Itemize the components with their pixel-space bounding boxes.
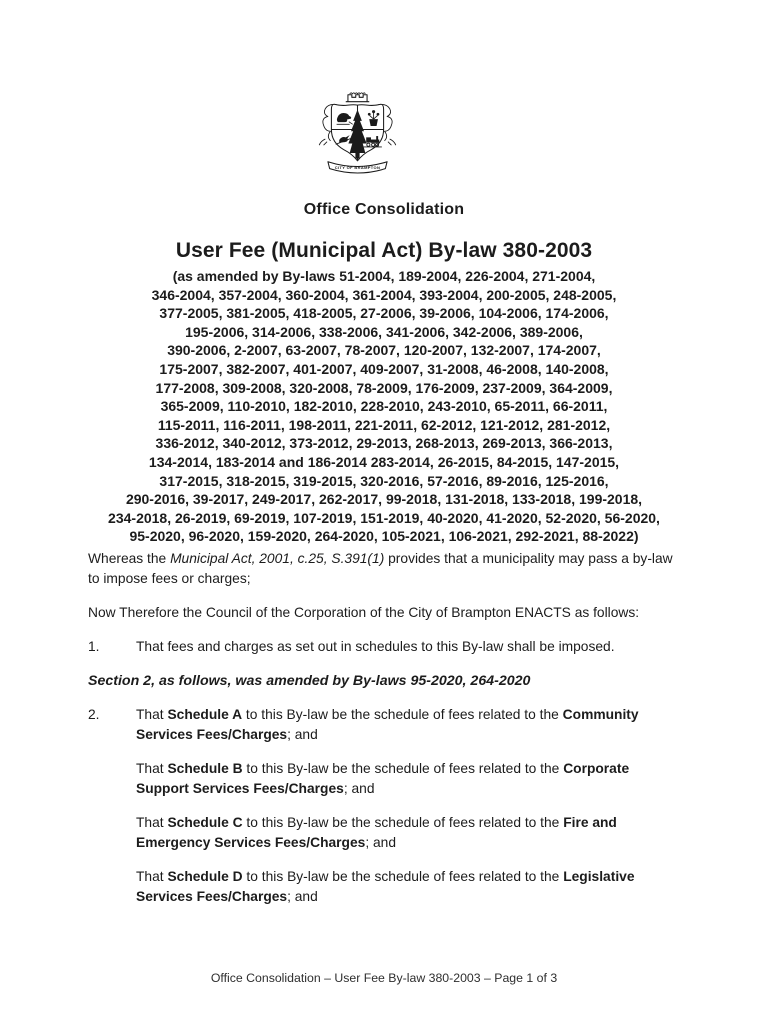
amendment-line: 390-2006, 2-2007, 63-2007, 78-2007, 120-2007, 132-2007, 174-2007,	[167, 342, 601, 359]
schedule-name: Schedule D	[167, 869, 243, 884]
page-footer: Office Consolidation – User Fee By-law 380-2003 – Page 1 of 3	[210, 971, 558, 985]
schedule-a-item: 2. That Schedule A to this By-law be the schedule of fees related to the Community Services Fees/Charges; and	[88, 707, 639, 742]
crest-banner-text: CITY OF BRAMPTON	[334, 165, 381, 171]
schedule-dept: Corporate Support Services Fees/Charges	[136, 761, 630, 796]
bylaw-body	[88, 549, 682, 921]
enacting-clause: Now Therefore the Council of the Corporation of the City of Brampton ENACTS as follows:	[88, 605, 640, 620]
schedule-name: Schedule A	[167, 707, 243, 722]
amendment-line: 195-2006, 314-2006, 338-2006, 341-2006, 342-2006, 389-2006,	[185, 323, 583, 340]
item-number: 2.	[88, 707, 100, 722]
bylaw-title: User Fee (Municipal Act) By-law 380-2003	[175, 239, 593, 262]
item-number: 1.	[88, 639, 100, 654]
amendment-list	[0, 267, 768, 546]
amendment-line: 177-2008, 309-2008, 320-2008, 78-2009, 176-2009, 237-2009, 364-2009,	[155, 379, 613, 396]
schedule-dept: Fire and Emergency Services Fees/Charges	[136, 815, 617, 850]
amendment-line: 134-2014, 183-2014 and 186-2014 283-2014, 26-2015, 84-2015, 147-2015,	[148, 453, 620, 470]
title-block	[0, 239, 768, 546]
amendment-line: 115-2011, 116-2011, 198-2011, 221-2011, 62-2012, 121-2012, 281-2012,	[157, 416, 611, 433]
amendment-line: (as amended by By-laws 51-2004, 189-2004, 226-2004, 271-2004,	[172, 268, 596, 284]
schedule-name: Schedule B	[167, 761, 243, 776]
section-2-amendment-note: Section 2, as follows, was amended by By-laws 95-2020, 264-2020	[88, 673, 531, 689]
schedule-d-item: That Schedule D to this By-law be the schedule of fees related to the Legislative Services Fees/Charges; and	[136, 869, 635, 904]
whereas-clause: Whereas the Municipal Act, 2001, c.25, S.391(1) provides that a municipality may pass a by-law to impose fees or charges;	[88, 551, 673, 586]
amendment-line: 365-2009, 110-2010, 182-2010, 228-2010, 243-2010, 65-2011, 66-2011,	[160, 398, 608, 415]
city-of-brampton-crest-icon	[314, 89, 401, 177]
amendment-line: 290-2016, 39-2017, 249-2017, 262-2017, 99-2018, 131-2018, 133-2018, 199-2018,	[125, 491, 643, 508]
amendment-line: 175-2007, 382-2007, 401-2007, 409-2007, 31-2008, 46-2008, 140-2008,	[159, 360, 609, 377]
amendment-line: 95-2020, 96-2020, 159-2020, 264-2020, 105-2021, 106-2021, 292-2021, 88-2022)	[129, 528, 639, 545]
office-consolidation-heading: Office Consolidation	[303, 201, 465, 218]
schedule-dept: Legislative Services Fees/Charges	[136, 869, 635, 904]
schedule-b-item: That Schedule B to this By-law be the schedule of fees related to the Corporate Support Services Fees/Charges; and	[136, 761, 630, 796]
schedule-c-item: That Schedule C to this By-law be the schedule of fees related to the Fire and Emergency Services Fees/Charges; and	[136, 815, 617, 850]
schedule-name: Schedule C	[167, 815, 243, 830]
amendment-line: 234-2018, 26-2019, 69-2019, 107-2019, 151-2019, 40-2020, 41-2020, 52-2020, 56-2020,	[108, 509, 660, 526]
statute-citation: Municipal Act, 2001, c.25, S.391(1)	[170, 551, 385, 566]
amendment-line: 346-2004, 357-2004, 360-2004, 361-2004, 393-2004, 200-2005, 248-2005,	[151, 286, 617, 303]
section-1-item: 1. That fees and charges as set out in schedules to this By-law shall be imposed.	[88, 637, 682, 657]
amendment-line: 377-2005, 381-2005, 418-2005, 27-2006, 39-2006, 104-2006, 174-2006,	[159, 305, 609, 322]
schedule-dept: Community Services Fees/Charges	[136, 707, 639, 742]
amendment-line: 336-2012, 340-2012, 373-2012, 29-2013, 268-2013, 269-2013, 366-2013,	[155, 435, 613, 452]
amendment-line: 317-2015, 318-2015, 319-2015, 320-2016, 57-2016, 89-2016, 125-2016,	[159, 472, 609, 489]
